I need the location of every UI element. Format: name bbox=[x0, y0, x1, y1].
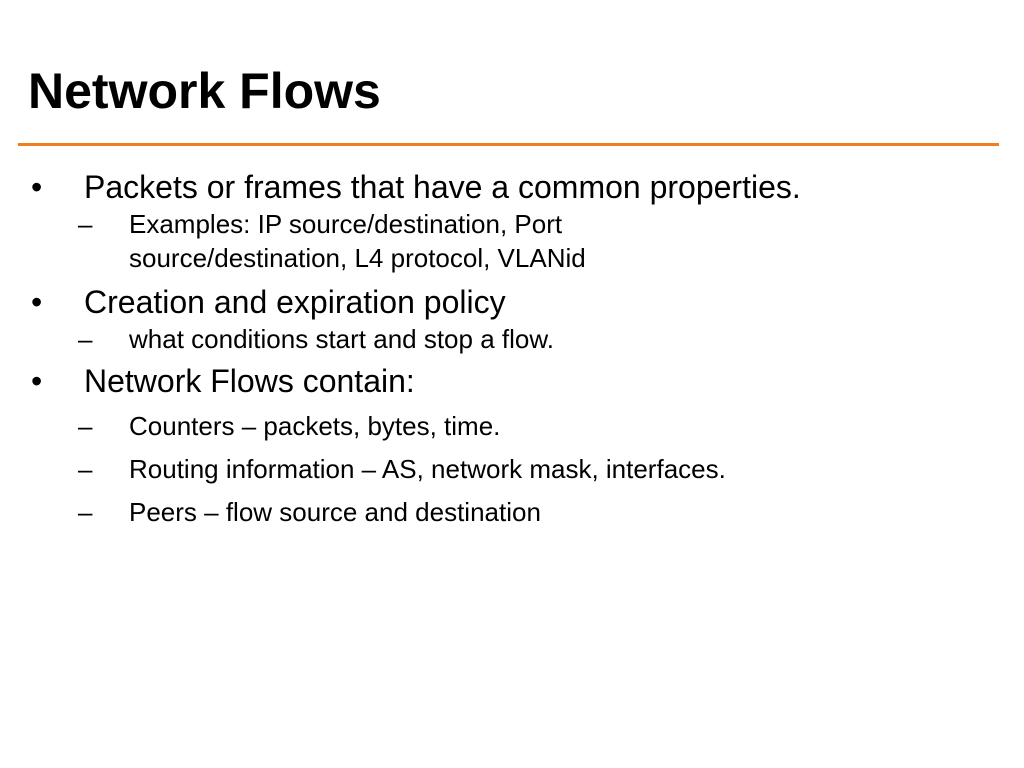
slide-title: Network Flows bbox=[28, 63, 381, 119]
dash-marker: – bbox=[78, 454, 93, 484]
sub-bullet-text: what conditions start and stop a flow. bbox=[129, 324, 554, 354]
dash-marker: – bbox=[78, 497, 93, 527]
bullet-marker: • bbox=[31, 363, 43, 399]
sub-bullet-item bbox=[0, 495, 1009, 529]
sub-bullet-text: Routing information – AS, network mask, interfaces. bbox=[129, 454, 726, 484]
dash-marker: – bbox=[78, 209, 93, 239]
bullet-item bbox=[0, 283, 1024, 321]
sub-bullet-text: Examples: IP source/destination, Port source/destination, L4 protocol, VLANid bbox=[129, 209, 586, 273]
bullet-list bbox=[0, 168, 1024, 529]
dash-marker: – bbox=[78, 324, 93, 354]
bullet-item bbox=[0, 362, 1024, 400]
sub-bullet-item bbox=[0, 409, 1009, 443]
dash-marker: – bbox=[78, 411, 93, 441]
sub-bullet-item bbox=[0, 207, 729, 275]
title-underline bbox=[18, 143, 999, 146]
sub-bullet-item bbox=[0, 452, 1009, 486]
bullet-item bbox=[0, 168, 1024, 206]
bullet-marker: • bbox=[31, 284, 43, 320]
sub-bullet-text: Counters – packets, bytes, time. bbox=[129, 411, 501, 441]
sub-bullet-text: Peers – flow source and destination bbox=[129, 497, 541, 527]
bullet-text: Creation and expiration policy bbox=[84, 284, 506, 320]
bullet-text: Network Flows contain: bbox=[84, 363, 415, 399]
bullet-text: Packets or frames that have a common properties. bbox=[84, 169, 801, 205]
sub-bullet-item bbox=[0, 322, 729, 356]
bullet-marker: • bbox=[31, 169, 43, 205]
